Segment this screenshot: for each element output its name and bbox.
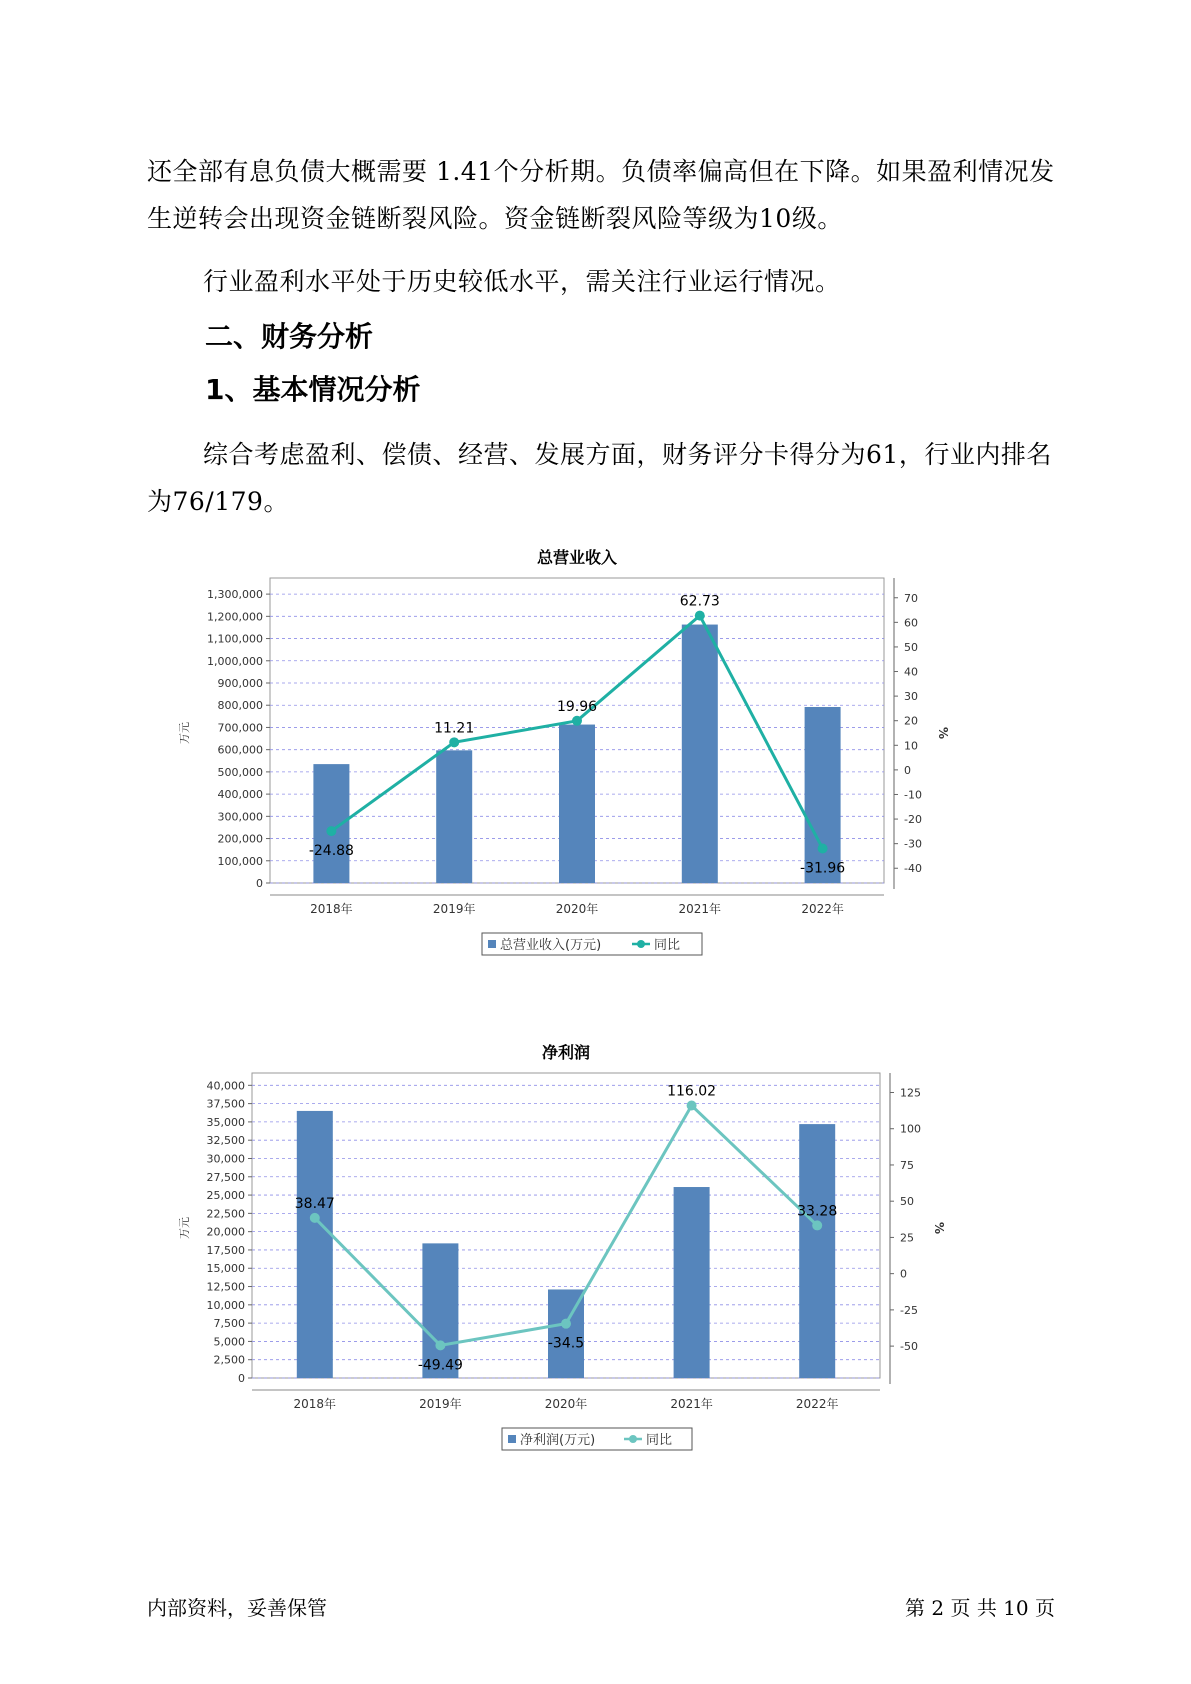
data-label: 19.96 bbox=[556, 698, 598, 715]
data-label: 116.02 bbox=[667, 1083, 717, 1100]
footer-page-number: 第 2 页 共 10 页 bbox=[905, 1596, 1055, 1620]
bar-2020年 bbox=[559, 725, 595, 883]
bar-2018年 bbox=[294, 1111, 335, 1378]
x-tick-label: 2018年 bbox=[310, 902, 353, 916]
y2-tick-label: 125 bbox=[900, 1086, 921, 1100]
chart-title: 净利润 bbox=[541, 1043, 591, 1062]
data-label: -31.96 bbox=[800, 860, 846, 877]
y2-tick-label: 50 bbox=[900, 1195, 914, 1209]
y-tick-label: 1,300,000 bbox=[207, 588, 263, 602]
paragraph-scorecard: 综合考虑盈利、偿债、经营、发展方面，财务评分卡得分为61，行业内排名为76/179。 bbox=[147, 440, 1052, 516]
legend-line-label: 同比 bbox=[654, 938, 681, 953]
paragraph-industry: 行业盈利水平处于历史较低水平，需关注行业运行情况。 bbox=[203, 267, 841, 296]
data-label: -49.49 bbox=[417, 1357, 463, 1374]
x-tick-label: 2022年 bbox=[801, 902, 844, 916]
line-point bbox=[572, 716, 582, 726]
y-tick-label: 2,500 bbox=[213, 1353, 245, 1367]
legend-bar-swatch bbox=[508, 1435, 516, 1443]
x-tick-label: 2018年 bbox=[293, 1397, 337, 1411]
line-point bbox=[326, 826, 336, 836]
y-tick-label: 10,000 bbox=[206, 1298, 245, 1312]
chart-title: 总营业收入 bbox=[536, 548, 618, 567]
y-tick-label: 15,000 bbox=[206, 1262, 245, 1276]
x-tick-label: 2021年 bbox=[678, 902, 722, 916]
revenue-chart bbox=[170, 545, 970, 1005]
y2-tick-label: 0 bbox=[900, 1267, 907, 1281]
y2-axis-label: % bbox=[932, 1221, 946, 1235]
y-tick-label: 600,000 bbox=[217, 743, 263, 757]
y-tick-label: 900,000 bbox=[217, 677, 263, 690]
y-tick-label: 1,000,000 bbox=[207, 654, 263, 668]
legend-line-marker bbox=[629, 1435, 637, 1443]
y-tick-label: 1,200,000 bbox=[207, 610, 263, 624]
section-heading: 二、财务分析 bbox=[205, 320, 374, 353]
bar-2022年 bbox=[797, 1124, 838, 1378]
y2-tick-label: 60 bbox=[904, 616, 918, 630]
line-point bbox=[561, 1319, 571, 1329]
y2-tick-label: 40 bbox=[904, 665, 918, 679]
subsection-heading: 1、基本情况分析 bbox=[205, 373, 421, 406]
y2-tick-label: -30 bbox=[904, 837, 922, 851]
paragraph-debt: 还全部有息负债大概需要 1.41个分析期。负债率偏高但在下降。如果盈利情况发生逆转会出现资金链断裂风险。资金链断裂风险等级为10级。 bbox=[147, 157, 1055, 233]
y-tick-label: 40,000 bbox=[206, 1079, 245, 1093]
net-profit-chart bbox=[170, 1040, 970, 1500]
y-tick-label: 0 bbox=[238, 1372, 245, 1385]
x-tick-label: 2019年 bbox=[432, 902, 476, 916]
y2-tick-label: 25 bbox=[900, 1231, 914, 1245]
x-tick-label: 2019年 bbox=[419, 1397, 462, 1411]
y-tick-label: 1,100,000 bbox=[207, 632, 263, 646]
bar-2019年 bbox=[436, 750, 472, 883]
data-label: 38.47 bbox=[294, 1195, 335, 1212]
y2-tick-label: -20 bbox=[904, 813, 922, 827]
bar-2022年 bbox=[805, 707, 841, 883]
y2-tick-label: 20 bbox=[904, 714, 918, 728]
y-tick-label: 700,000 bbox=[217, 721, 263, 735]
x-tick-label: 2020年 bbox=[555, 902, 599, 916]
y2-tick-label: -50 bbox=[900, 1340, 918, 1354]
y2-tick-label: 30 bbox=[904, 690, 918, 704]
y-tick-label: 400,000 bbox=[217, 788, 263, 802]
line-point bbox=[435, 1340, 445, 1350]
y-axis-label: 万元 bbox=[178, 722, 191, 744]
y2-axis-label: % bbox=[936, 726, 950, 740]
y2-tick-label: 100 bbox=[900, 1122, 921, 1136]
y-tick-label: 27,500 bbox=[206, 1170, 245, 1184]
y-tick-label: 7,500 bbox=[213, 1317, 245, 1331]
bar-2021年 bbox=[674, 1187, 710, 1378]
legend-bar-label: 净利润(万元) bbox=[520, 1433, 596, 1448]
line-point bbox=[812, 1220, 822, 1230]
legend-bar-label: 总营业收入(万元) bbox=[500, 938, 602, 953]
y-tick-label: 17,500 bbox=[206, 1243, 245, 1257]
x-tick-label: 2022年 bbox=[795, 1397, 839, 1411]
x-tick-label: 2021年 bbox=[670, 1397, 713, 1411]
y-tick-label: 32,500 bbox=[206, 1134, 245, 1148]
y2-tick-label: 75 bbox=[900, 1158, 914, 1172]
y2-tick-label: -40 bbox=[904, 862, 922, 876]
data-label: -24.88 bbox=[308, 843, 354, 860]
y-tick-label: 20,000 bbox=[206, 1225, 245, 1239]
data-label: 33.28 bbox=[797, 1203, 838, 1220]
y2-tick-label: 0 bbox=[904, 763, 911, 777]
y-tick-label: 0 bbox=[256, 877, 263, 890]
footer-confidential: 内部资料，妥善保管 bbox=[147, 1596, 327, 1620]
data-label: 11.21 bbox=[434, 720, 475, 737]
y-tick-label: 35,000 bbox=[206, 1115, 245, 1129]
y-axis-label: 万元 bbox=[178, 1217, 191, 1239]
legend-line-marker bbox=[637, 940, 645, 948]
y-tick-label: 12,500 bbox=[206, 1280, 245, 1294]
y-tick-label: 37,500 bbox=[206, 1097, 245, 1111]
y-tick-label: 500,000 bbox=[217, 765, 263, 779]
y2-tick-label: 10 bbox=[904, 739, 918, 753]
legend-bar-swatch bbox=[488, 940, 496, 948]
y2-tick-label: -25 bbox=[900, 1303, 918, 1317]
data-label: -34.5 bbox=[547, 1335, 585, 1352]
y-tick-label: 25,000 bbox=[206, 1189, 245, 1203]
data-label: 62.73 bbox=[679, 593, 720, 610]
y-tick-label: 300,000 bbox=[217, 810, 263, 824]
line-point bbox=[310, 1213, 320, 1223]
y2-tick-label: -10 bbox=[904, 788, 922, 802]
y-tick-label: 22,500 bbox=[206, 1207, 245, 1221]
legend-line-label: 同比 bbox=[646, 1433, 673, 1448]
y-tick-label: 30,000 bbox=[206, 1152, 245, 1166]
y2-tick-label: 70 bbox=[904, 591, 918, 605]
line-point bbox=[695, 611, 705, 621]
y2-tick-label: 50 bbox=[904, 640, 918, 654]
line-point bbox=[449, 737, 459, 747]
y-tick-label: 100,000 bbox=[217, 854, 263, 868]
bar-2021年 bbox=[682, 625, 718, 883]
y-tick-label: 5,000 bbox=[213, 1335, 245, 1349]
x-tick-label: 2020年 bbox=[544, 1397, 588, 1411]
line-point bbox=[818, 843, 828, 853]
y-tick-label: 800,000 bbox=[217, 699, 263, 713]
line-point bbox=[687, 1101, 697, 1111]
y-tick-label: 200,000 bbox=[217, 832, 263, 846]
